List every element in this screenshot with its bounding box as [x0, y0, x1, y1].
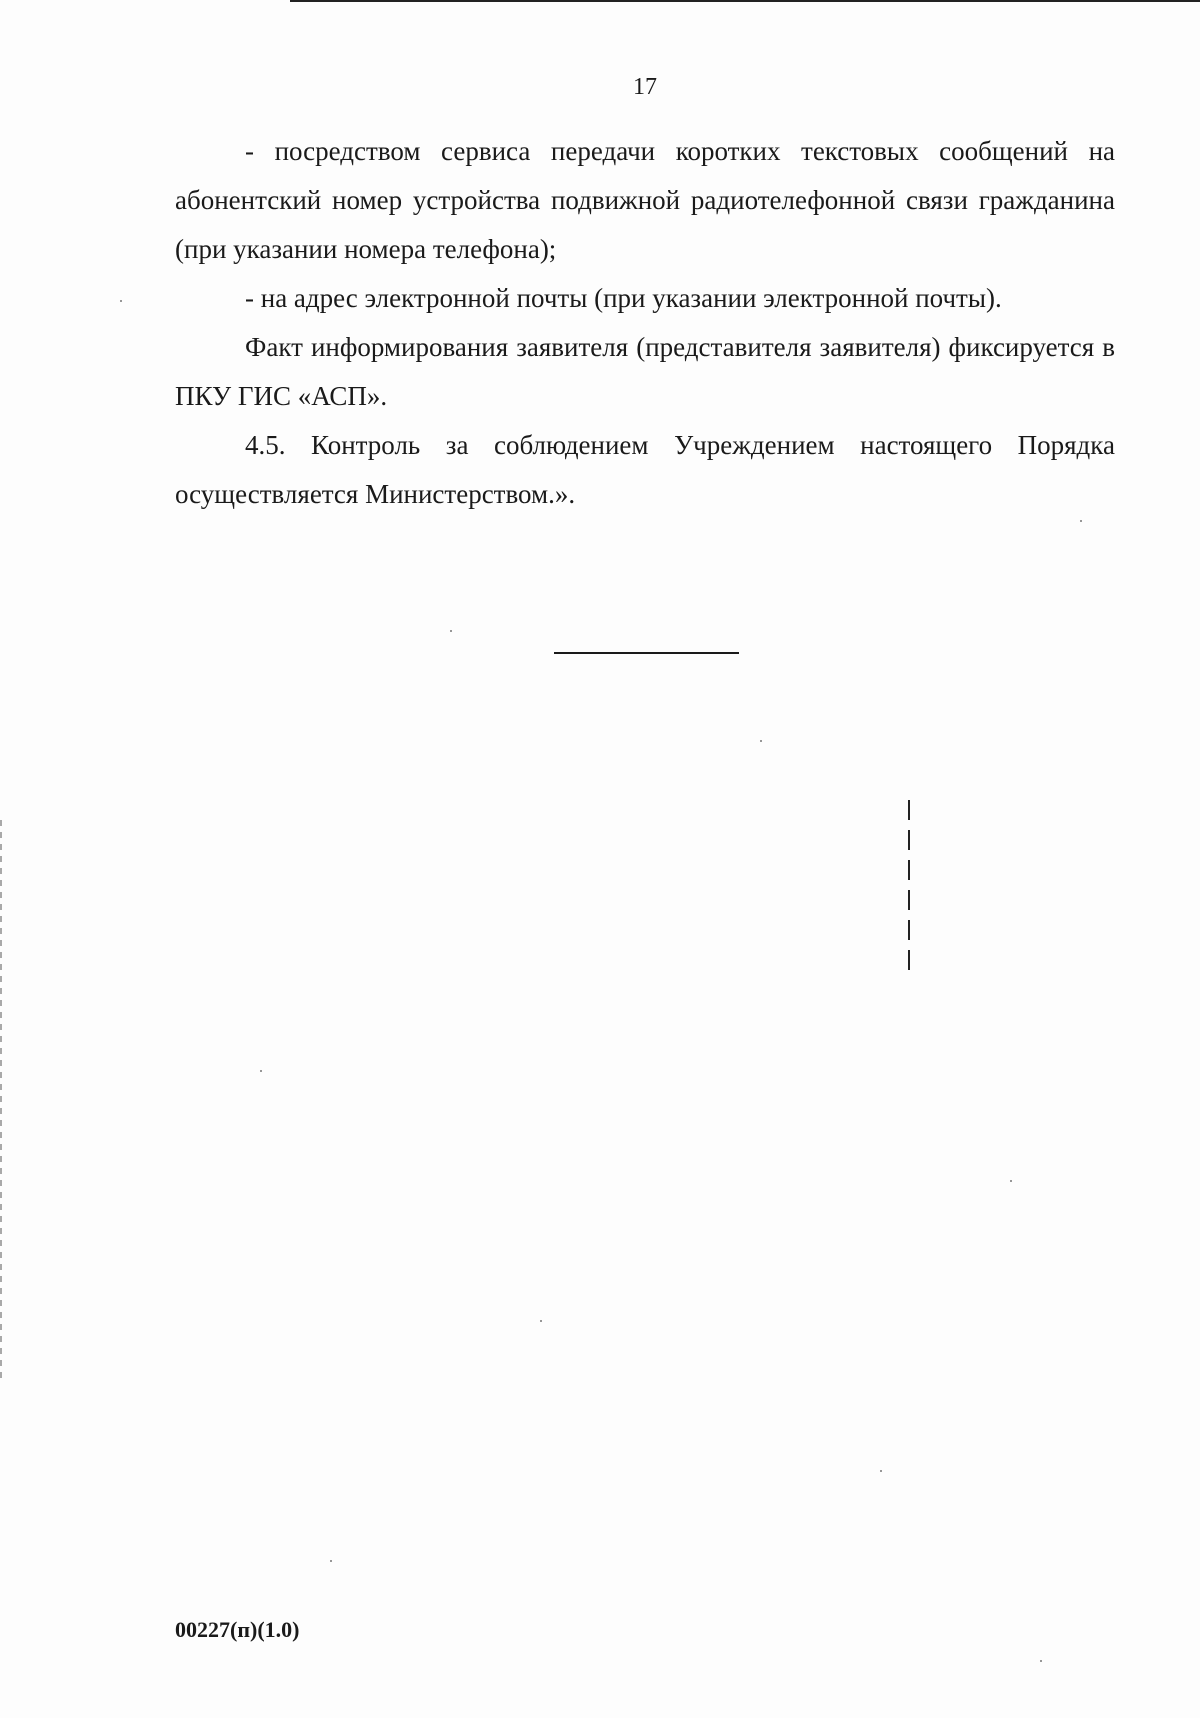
body-text: [175, 127, 1115, 519]
paragraph-informing-fact: Факт информирования заявителя (представителя заявителя) фиксируется в ПКУ ГИС «АСП».: [175, 332, 1115, 411]
scan-speck: [120, 300, 122, 302]
top-border-line: [290, 0, 1200, 2]
scan-edge-artifact: [0, 820, 2, 1380]
scan-speck: [330, 1560, 332, 1562]
scan-speck: [450, 630, 452, 632]
scan-speck: [1010, 1180, 1012, 1182]
document-code: 00227(п)(1.0): [175, 1617, 300, 1642]
end-separator-line: [554, 652, 739, 654]
paragraph-control-clause: 4.5. Контроль за соблюдением Учреждением настоящего Порядка осуществляется Министерством.».: [175, 430, 1115, 509]
paragraph-email-notice: - на адрес электронной почты (при указании электронной почты).: [245, 283, 1002, 313]
page-number: 17: [633, 74, 657, 100]
scan-margin-mark: [908, 800, 910, 980]
scan-speck: [540, 1320, 542, 1322]
scan-speck: [260, 1070, 262, 1072]
scan-speck: [880, 1470, 882, 1472]
scan-speck: [1040, 1660, 1042, 1662]
paragraph-sms-notice: - посредством сервиса передачи коротких текстовых сообщений на абонентский номер устройства подвижной радиотелефонной связи гражданина (при указании номера телефона);: [175, 136, 1115, 264]
scan-speck: [760, 740, 762, 742]
scan-speck: [1080, 520, 1082, 522]
